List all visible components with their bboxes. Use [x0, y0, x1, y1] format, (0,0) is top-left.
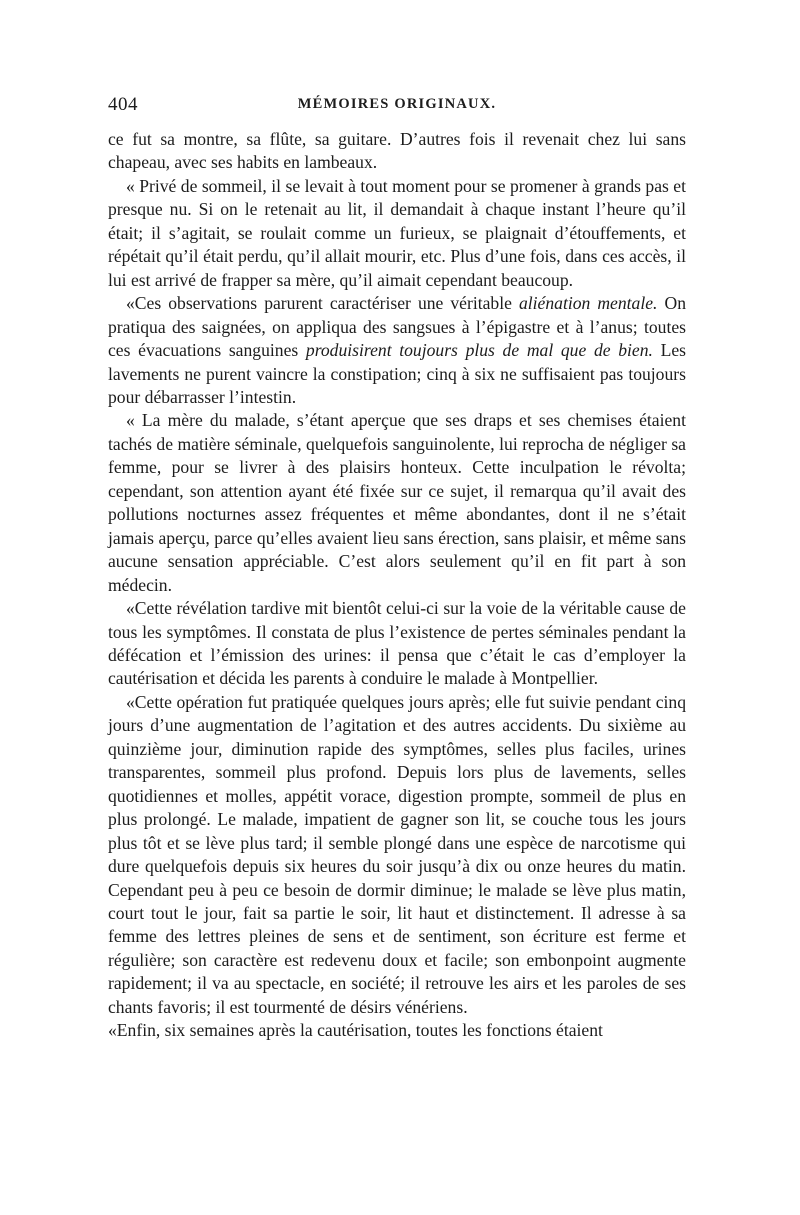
- paragraph-2: [108, 175, 686, 292]
- paragraph-1: [108, 128, 686, 175]
- text-run: «Ces observations parurent caractériser une véritable: [126, 293, 519, 314]
- paragraph-7: [108, 1019, 686, 1042]
- text-run: « La mère du malade, s’étant aperçue que ses draps et ses chemises étaient tachés de matière séminale, quelquefois sanguinolente, lui reprocha de négliger sa femme, pour se livrer à des plaisirs honteux. Cette inculpation le révolta; cependant, son attention ayant été fixée sur ce sujet, il remarqua qu’il avait des pollutions nocturnes assez fréquentes et même abondantes, dont il ne s’était jamais aperçu, parce qu’elles avaient lieu sans érection, sans plaisir, et même sans aucune sensation appréciable. C’est alors seulement qu’il en fit part à son médecin.: [108, 410, 686, 595]
- italic-text: produisirent toujours plus de mal que de bien.: [305, 340, 653, 361]
- text-run: ce fut sa montre, sa flûte, sa guitare. D’autres fois il revenait chez lui sans chapeau, avec ses habits en lambeaux.: [108, 129, 686, 173]
- paragraph-5: [108, 597, 686, 691]
- italic-text: aliénation mentale.: [518, 293, 658, 314]
- text-run: On pratiqua des saignées, on appliqua des sangsues à l’épigastre et à l’anus; toutes ces évacuations sanguines: [108, 293, 686, 361]
- paragraph-6: [108, 691, 686, 1019]
- book-page: [108, 94, 686, 1043]
- body-text: [108, 128, 686, 1043]
- text-run: «Cette opération fut pratiquée quelques jours après; elle fut suivie pendant cinq jours d’une augmentation de l’agitation et des autres accidents. Du sixième au quinzième jour, diminution rapide des symptômes, selles plus faciles, urines transparentes, sommeil plus profond. Depuis lors plus de lavements, selles quotidiennes et molles, appétit vorace, digestion prompte, sommeil de plus en plus prolongé. Le malade, impatient de gagner son lit, se couche tous les jours plus tôt et se lève plus tard; il semble plongé dans une espèce de narcotisme qui dure quelquefois depuis six heures du soir jusqu’à dix ou onze heures du matin. Cependant peu à peu ce besoin de dormir diminue; le malade se lève plus matin, court tout le jour, fait sa partie le soir, lit haut et distinctement. Il adresse à sa femme des lettres pleines de sens et de sentiment, son écriture est ferme et régulière; son caractère est redevenu doux et facile; son embonpoint augmente rapidement; il va au spectacle, en société; il retrouve les airs et les paroles de ses chants favoris; il est tourmenté de désirs vénériens.: [108, 691, 686, 1017]
- text-run: «Enfin, six semaines après la cautérisation, toutes les fonctions étaient: [108, 1020, 603, 1041]
- running-head: MÉMOIRES ORIGINAUX.: [297, 96, 497, 112]
- page-header: [108, 94, 686, 124]
- page-number: 404: [108, 94, 138, 115]
- text-run: «Cette révélation tardive mit bientôt celui-ci sur la voie de la véritable cause de tous les symptômes. Il constata de plus l’existence de pertes séminales pendant la défécation et l’émission des urines: il pensa que c’était le cas d’employer la cautérisation et décida les parents à conduire le malade à Montpellier.: [108, 598, 686, 689]
- paragraph-3: [108, 292, 686, 409]
- text-run: Les lavements ne purent vaincre la constipation; cinq à six ne suffisaient pas toujours pour débarrasser l’intestin.: [108, 340, 686, 407]
- paragraph-4: [108, 409, 686, 597]
- text-run: « Privé de sommeil, il se levait à tout moment pour se promener à grands pas et presque nu. Si on le retenait au lit, il demandait à chaque instant l’heure qu’il était; il s’agitait, se roulait comme un furieux, se plaignait d’étouffements, et répétait qu’il était perdu, qu’il allait mourir, etc. Plus d’une fois, dans ces accès, il lui est arrivé de frapper sa mère, qu’il aimait cependant beaucoup.: [108, 175, 686, 290]
